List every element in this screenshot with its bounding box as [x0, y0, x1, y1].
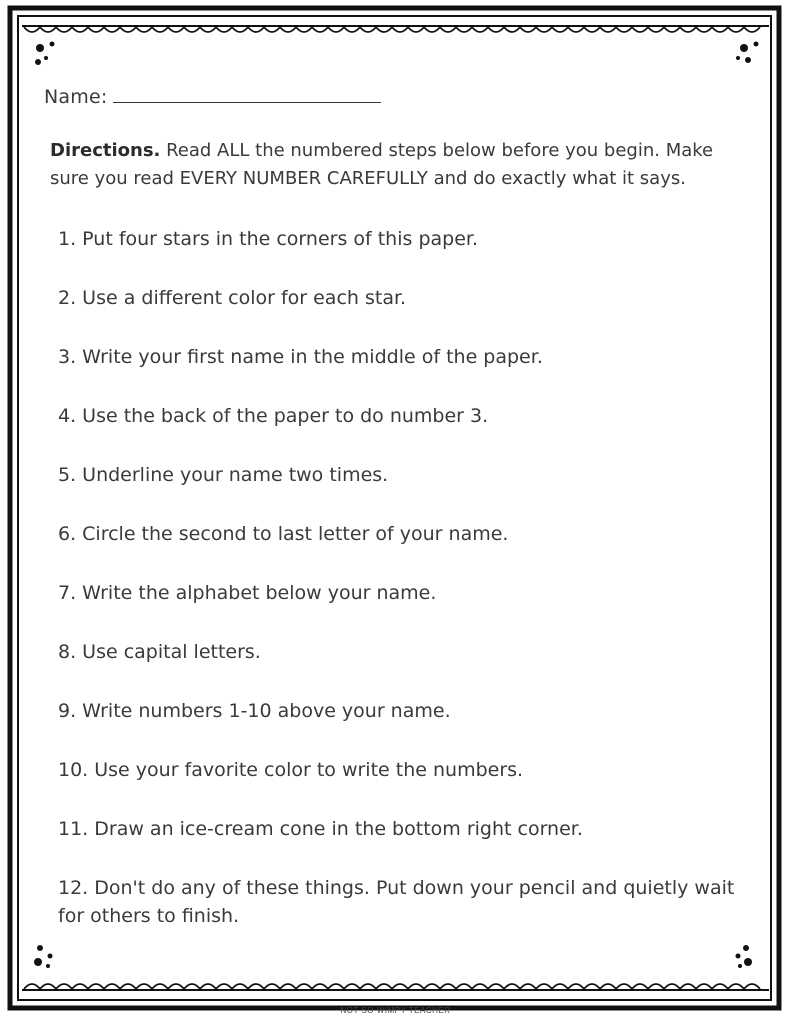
directions-text: Read ALL the numbered steps below before you begin. Make sure you read EVERY NUMBER CAREFULLY and do exactly what it says. — [50, 140, 714, 189]
brand-footer: NOT SO WIMPY TEACHER — [340, 1006, 451, 1015]
step-item: 11. Draw an ice-cream cone in the bottom right corner. — [58, 818, 583, 840]
step-item: 4. Use the back of the paper to do number 3. — [58, 405, 489, 427]
step-item: 8. Use capital letters. — [58, 641, 261, 663]
step-item: 5. Underline your name two times. — [58, 464, 389, 486]
step-item: 12. Don't do any of these things. Put down your pencil and quietly wait for others to finish. — [58, 877, 735, 927]
name-field[interactable] — [44, 86, 381, 108]
corner-dots-bottom-left — [34, 945, 53, 968]
directions-lead: Directions. — [50, 140, 161, 161]
scallop-arcs — [24, 27, 760, 32]
step-item: 1. Put four stars in the corners of this paper. — [58, 228, 479, 250]
step-item: 9. Write numbers 1-10 above your name. — [58, 700, 451, 722]
step-item: 10. Use your favorite color to write the numbers. — [58, 759, 524, 781]
scallop-arcs — [24, 984, 760, 989]
top-scallop-band — [22, 26, 769, 32]
corner-dots-top-left — [35, 42, 55, 66]
corner-dots-bottom-right — [736, 945, 753, 968]
directions-paragraph — [50, 137, 730, 193]
corner-dots-top-right — [736, 42, 759, 64]
bottom-scallop-band — [22, 984, 769, 990]
step-item: 7. Write the alphabet below your name. — [58, 582, 437, 604]
step-item: 6. Circle the second to last letter of your name. — [58, 523, 509, 545]
name-label: Name: — [44, 86, 108, 108]
step-item: 3. Write your first name in the middle of the paper. — [58, 346, 543, 368]
name-blank-line[interactable] — [113, 86, 381, 103]
step-item: 2. Use a different color for each star. — [58, 287, 407, 309]
